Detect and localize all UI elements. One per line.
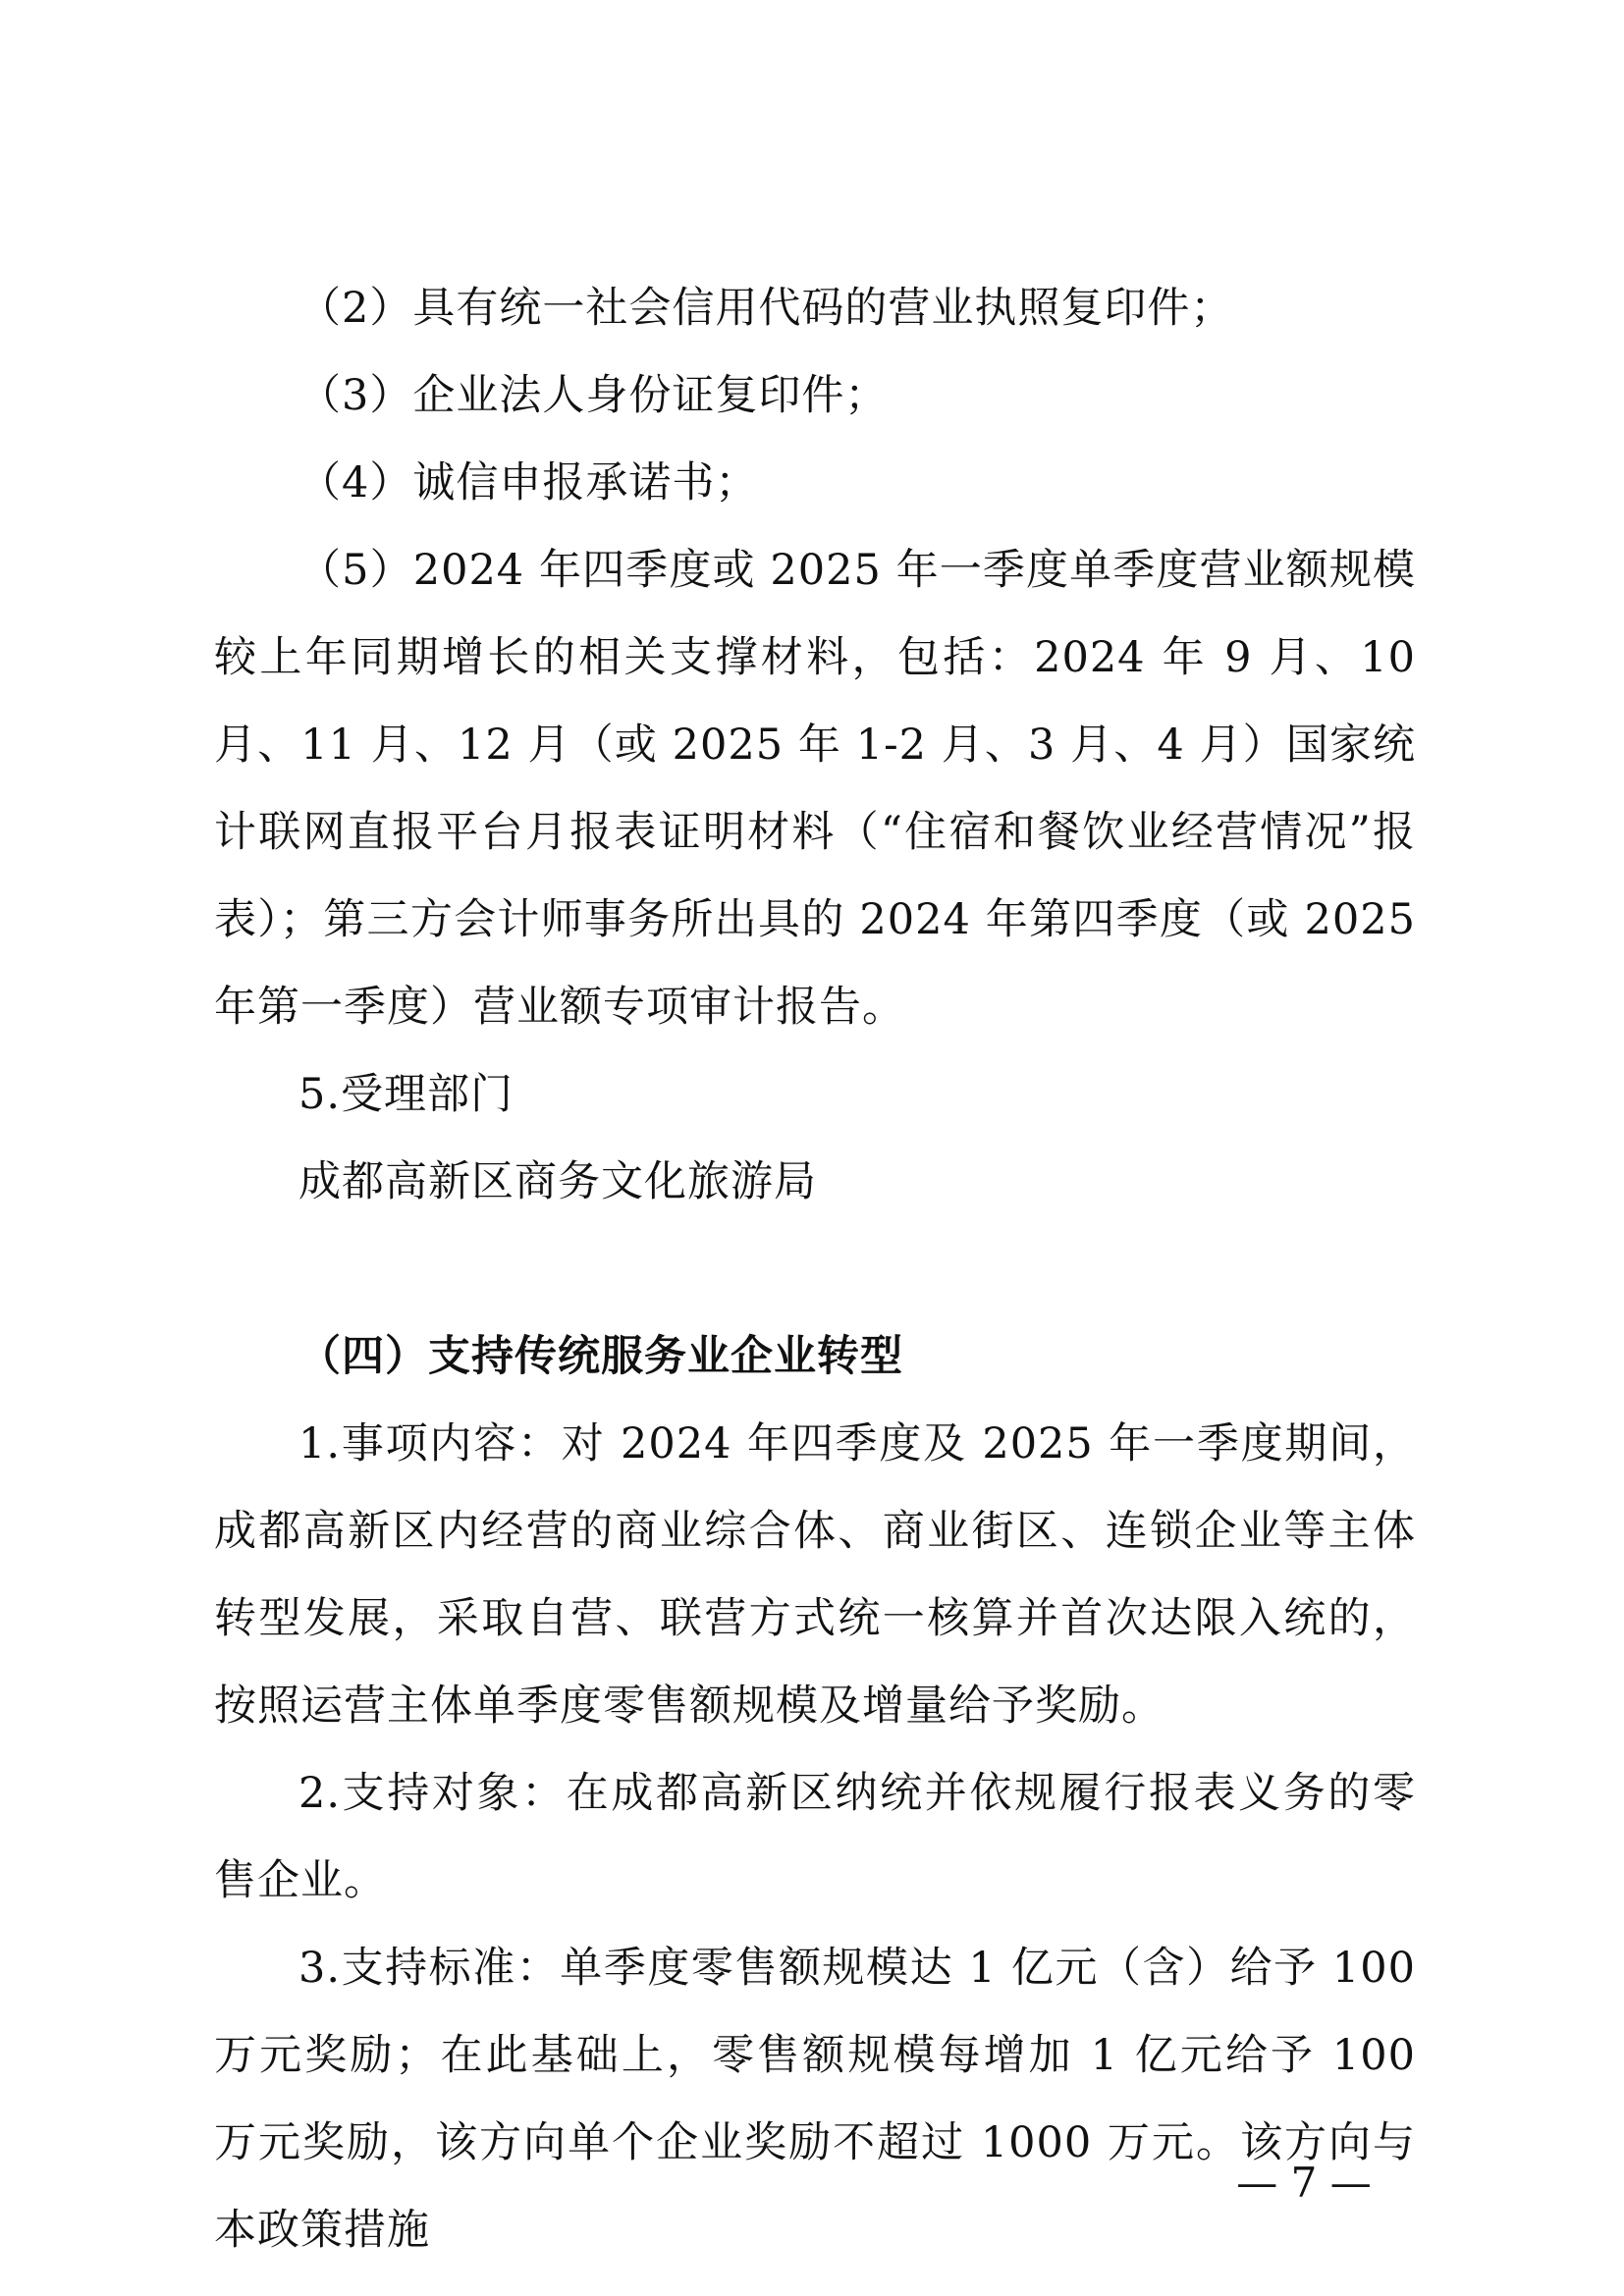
material-item-4: （4）诚信申报承诺书； (298, 458, 759, 507)
body-text (214, 265, 1416, 2274)
material-item-3: （3）企业法人身份证复印件； (298, 371, 889, 420)
material-item-5: （5）2024 年四季度或 2025 年一季度单季度营业额规模较上年同期增长的相关支撑材料，包括：2024 年 9 月、10 月、11 月、12 月（或 2025 年 1-2 月、3 月、4 月）国家统计联网直报平台月报表证明材料（“住宿和餐饮业经营情况”报表）；第三方会计师事务所出具的 2024 年第四季度（或 2025 年第一季度）营业额专项审计报告。 (214, 546, 1416, 1032)
item-support-standard: 3.支持标准：单季度零售额规模达 1 亿元（含）给予 100 万元奖励；在此基础上，零售额规模每增加 1 亿元给予 100 万元奖励，该方向单个企业奖励不超过 1000 万元。该方向与本政策措施 (214, 1944, 1416, 2255)
item-content: 1.事项内容：对 2024 年四季度及 2025 年一季度期间，成都高新区内经营的商业综合体、商业街区、连锁企业等主体转型发展，采取自营、联营方式统一核算并首次达限入统的，按照运营主体单季度零售额规模及增量给予奖励。 (214, 1419, 1416, 1731)
page-number: — 7 — (1236, 2159, 1372, 2207)
section-heading: （四）支持传统服务业企业转型 (298, 1332, 903, 1381)
section-gap (214, 1226, 1416, 1313)
accepting-department-value: 成都高新区商务文化旅游局 (298, 1157, 817, 1206)
material-item-2: （2）具有统一社会信用代码的营业执照复印件； (298, 284, 1234, 333)
item-support-target: 2.支持对象：在成都高新区纳统并依规履行报表义务的零售企业。 (214, 1769, 1416, 1905)
accepting-department-label: 5.受理部门 (298, 1070, 514, 1119)
